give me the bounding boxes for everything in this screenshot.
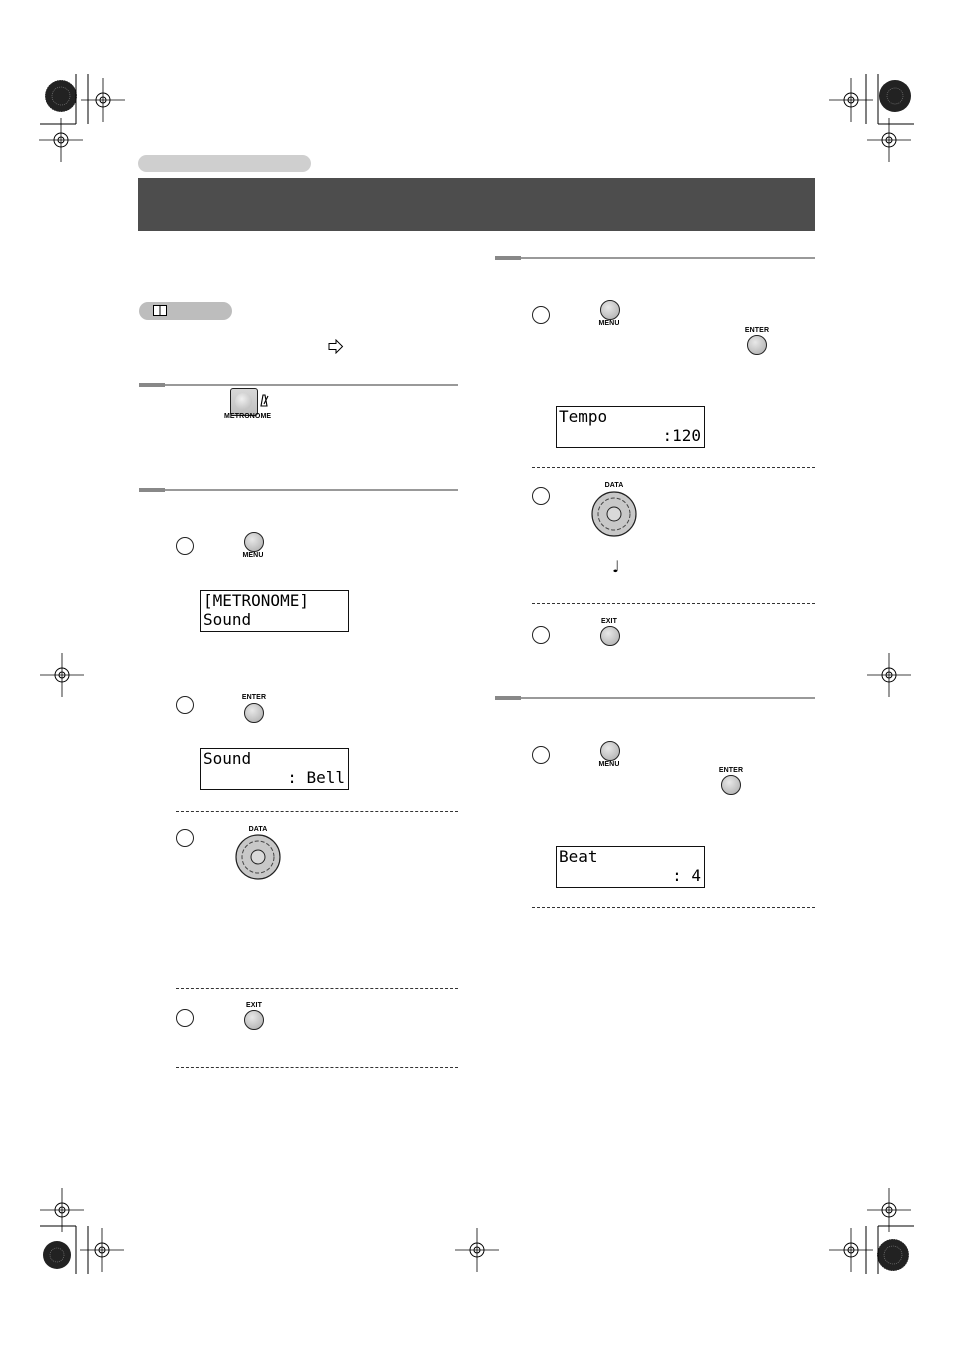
enter-button-label: ENTER: [744, 327, 770, 334]
divider: [532, 907, 815, 908]
memo-badge: [139, 302, 232, 320]
enter-button[interactable]: [747, 335, 767, 355]
lcd-metronome-menu: [200, 590, 349, 632]
enter-button[interactable]: [721, 775, 741, 795]
data-dial-label: DATA: [248, 826, 268, 833]
menu-button-label: MENU: [598, 761, 620, 768]
step-2-marker: [532, 487, 550, 505]
lcd-value: : 4: [672, 866, 701, 885]
quarter-note-symbol: ♩: [612, 557, 620, 576]
enter-button-label: ENTER: [241, 694, 267, 701]
menu-button[interactable]: [244, 532, 264, 552]
step-1-marker: [532, 746, 550, 764]
step-3-marker: [532, 626, 550, 644]
divider: [532, 603, 815, 604]
menu-button[interactable]: [600, 741, 620, 761]
exit-button[interactable]: [244, 1010, 264, 1030]
menu-button[interactable]: [600, 300, 620, 320]
divider: [176, 988, 458, 989]
divider: [532, 467, 815, 468]
divider: [176, 1067, 458, 1068]
data-dial[interactable]: [235, 834, 281, 880]
enter-button-label: ENTER: [718, 767, 744, 774]
step-3-marker: [176, 829, 194, 847]
step-1-marker: [532, 306, 550, 324]
lcd-value: : Bell: [287, 768, 345, 787]
enter-button[interactable]: [244, 703, 264, 723]
step-4-marker: [176, 1009, 194, 1027]
lcd-line1: [METRONOME]: [203, 591, 309, 610]
section-rule-sound: [139, 489, 458, 491]
step-2-marker: [176, 696, 194, 714]
lcd-line1: Tempo: [559, 407, 608, 426]
menu-button-label: MENU: [242, 552, 264, 559]
lcd-tempo: [556, 406, 705, 448]
menu-button-label: MENU: [598, 320, 620, 327]
lcd-beat: [556, 846, 705, 888]
divider: [176, 811, 458, 812]
data-dial[interactable]: [591, 491, 637, 537]
exit-button-label: EXIT: [601, 618, 617, 625]
data-dial-label: DATA: [604, 482, 624, 489]
metronome-button-label: METRONOME: [224, 413, 272, 420]
lcd-line1: Sound: [203, 749, 252, 768]
lcd-value: :120: [662, 426, 701, 445]
book-icon: [153, 305, 167, 316]
lcd-line2: Sound: [203, 610, 252, 629]
metronome-icon: [258, 393, 270, 407]
section-rule-tempo: [495, 257, 815, 259]
exit-button-label: EXIT: [246, 1002, 262, 1009]
chapter-tab: [138, 155, 311, 172]
exit-button[interactable]: [600, 626, 620, 646]
step-1-marker: [176, 537, 194, 555]
section-rule-metronome: [139, 384, 458, 386]
metronome-button[interactable]: [230, 388, 258, 416]
arrow-right-icon: [328, 339, 344, 354]
section-rule-beat: [495, 697, 815, 699]
lcd-sound: [200, 748, 349, 790]
lcd-line1: Beat: [559, 847, 598, 866]
section-title-banner: [138, 178, 815, 231]
